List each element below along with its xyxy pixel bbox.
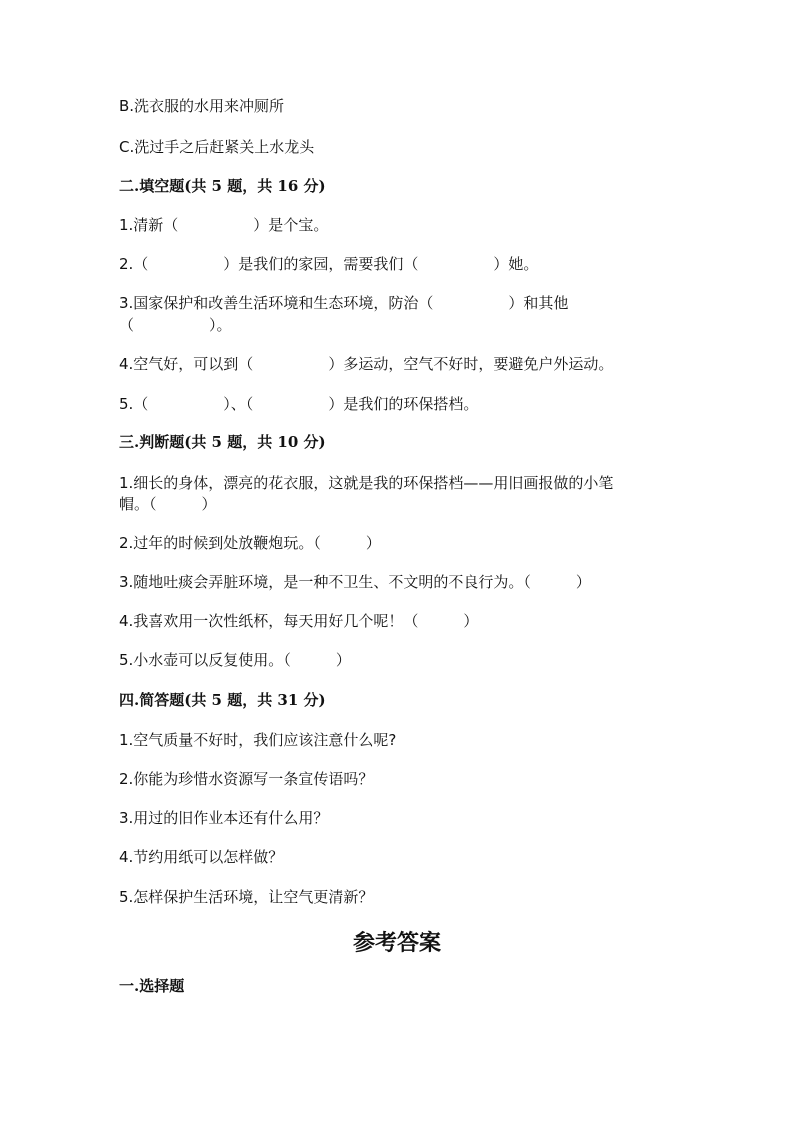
short-answer-q2: 2.你能为珍惜水资源写一条宣传语吗？ — [119, 770, 374, 788]
fill-blank-q2: 2.（ ）是我们的家园，需要我们（ ）她。 — [119, 255, 539, 273]
true-false-q2: 2.过年的时候到处放鞭炮玩。（ ） — [119, 534, 381, 552]
choice-option-c: C.洗过手之后赶紧关上水龙头 — [119, 138, 315, 156]
short-answer-heading: 四.简答题(共 5 题，共 31 分) — [119, 691, 326, 709]
short-answer-q4: 4.节约用纸可以怎样做？ — [119, 848, 284, 866]
fill-blank-q4: 4.空气好，可以到（ ）多运动，空气不好时，要避免户外运动。 — [119, 355, 614, 373]
true-false-heading: 三.判断题(共 5 题，共 10 分) — [119, 433, 326, 451]
true-false-q5: 5.小水壶可以反复使用。（ ） — [119, 651, 351, 669]
choice-option-b: B.洗衣服的水用来冲厕所 — [119, 97, 285, 115]
true-false-q4: 4.我喜欢用一次性纸杯，每天用好几个呢！（ ） — [119, 612, 479, 630]
short-answer-q1: 1.空气质量不好时，我们应该注意什么呢? — [119, 731, 397, 749]
answers-choice-heading: 一.选择题 — [119, 977, 185, 995]
answers-title: 参考答案 — [352, 930, 441, 956]
short-answer-q5: 5.怎样保护生活环境，让空气更清新？ — [119, 888, 374, 906]
fill-blank-q1: 1.清新（ ）是个宝。 — [119, 216, 329, 234]
fill-blank-heading: 二.填空题(共 5 题，共 16 分) — [119, 177, 326, 195]
true-false-q1-line1: 1.细长的身体，漂亮的花衣服，这就是我的环保搭档——用旧画报做的小笔 — [119, 474, 614, 492]
true-false-q3: 3.随地吐痰会弄脏环境，是一种不卫生、不文明的不良行为。（ ） — [119, 573, 591, 591]
fill-blank-q3-line2: （ ）。 — [119, 316, 232, 334]
short-answer-q3: 3.用过的旧作业本还有什么用？ — [119, 809, 329, 827]
fill-blank-q3-line1: 3.国家保护和改善生活环境和生态环境，防治（ ）和其他 — [119, 294, 569, 312]
true-false-q1-line2: 帽。（ ） — [119, 495, 217, 513]
fill-blank-q5: 5.（ ）、（ ）是我们的环保搭档。 — [119, 395, 479, 413]
